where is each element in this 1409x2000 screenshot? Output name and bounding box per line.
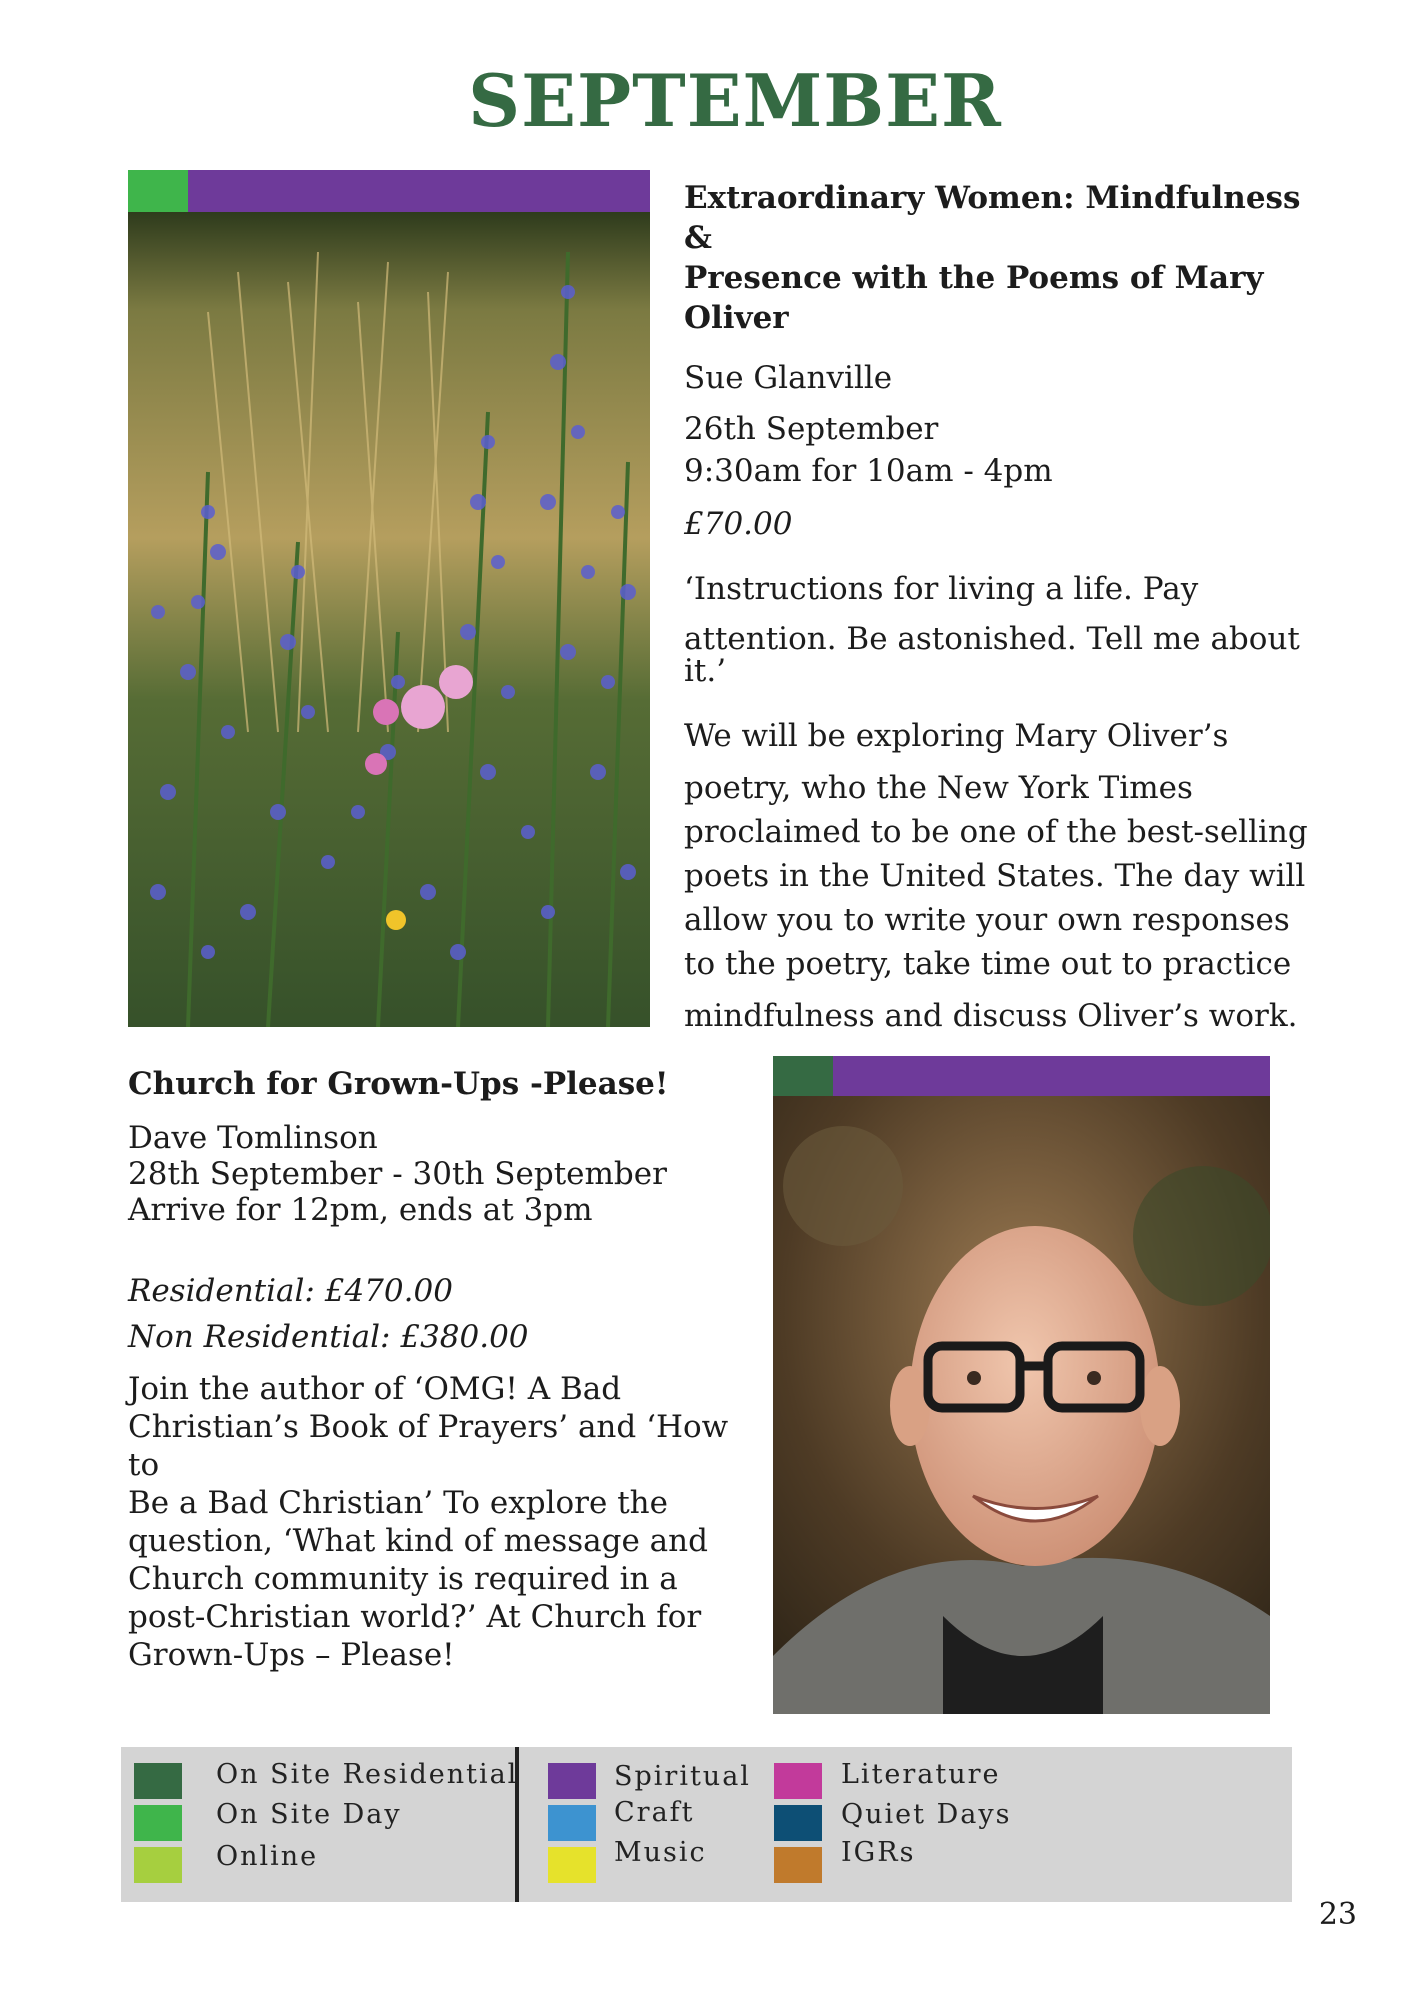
event-church-grown-ups [128,1064,768,1674]
category-legend [121,1747,1292,1902]
craft-swatch [548,1805,596,1841]
legend-online: Online [216,1841,319,1872]
event-mary-oliver [684,178,1324,1038]
literature-swatch [774,1763,822,1799]
legend-quiet-days: Quiet Days [841,1799,1012,1830]
event1-desc-line: poetry, who the New York Times [684,770,1193,806]
event1-price: £70.00 [684,506,793,542]
event2-price-residential: Residential: £470.00 [128,1273,453,1309]
spiritual-swatch [548,1763,596,1799]
category-bar-event1 [128,170,650,212]
legend-literature: Literature [841,1759,1001,1790]
igrs-swatch [774,1847,822,1883]
event1-quote-line: ‘Instructions for living a life. Pay [684,571,1199,607]
event1-description [684,714,1324,1038]
legend-igrs: IGRs [841,1837,916,1868]
event2-desc-line: Be a Bad Christian’ To explore the [128,1485,668,1521]
event1-quote-line: attention. Be astonished. Tell me about [684,621,1300,657]
event2-desc-line: Join the author of ‘OMG! A Bad [128,1371,622,1407]
event1-title [684,178,1324,338]
legend-on-site-residential: On Site Residential [216,1759,519,1790]
page-title: SEPTEMBER [468,58,1002,143]
wildflower-photo [128,212,650,1027]
event2-desc-line: Grown-Ups – Please! [128,1637,455,1673]
category-bar-event2 [773,1056,1270,1096]
legend-on-site-day: On Site Day [216,1799,402,1830]
spiritual-marker [833,1056,1270,1096]
event1-time: 9:30am for 10am - 4pm [684,453,1053,489]
music-swatch [548,1847,596,1883]
on-site-residential-swatch [134,1763,182,1799]
on-site-residential-marker [773,1056,833,1096]
event2-desc-line: question, ‘What kind of message and [128,1523,708,1559]
legend-spiritual: Spiritual [614,1761,751,1792]
online-swatch [134,1847,182,1883]
event2-details [128,1120,768,1228]
quiet-days-swatch [774,1805,822,1841]
event2-desc-line: Church community is required in a [128,1561,678,1597]
on-site-day-swatch [134,1805,182,1841]
legend-craft: Craft [614,1797,695,1828]
page-number: 23 [1318,1897,1357,1932]
event1-desc-line: allow you to write your own responses [684,902,1290,938]
on-site-day-marker [128,170,188,212]
spiritual-marker [188,170,650,212]
event2-desc-line: post-Christian world?’ At Church for [128,1599,702,1635]
event2-leader: Dave Tomlinson [128,1120,378,1156]
event1-quote-line: it.’ [684,653,727,689]
event1-title-line: Presence with the Poems of Mary Oliver [684,260,1264,336]
event2-desc-line: Christian’s Book of Prayers’ and ‘How to [128,1409,729,1483]
speaker-portrait-photo [773,1096,1270,1714]
event2-price-non-residential: Non Residential: £380.00 [128,1319,529,1355]
event2-title: Church for Grown-Ups -Please! [128,1066,669,1102]
event1-quote [684,564,1324,696]
event1-desc-line: proclaimed to be one of the best-selling [684,814,1308,850]
event2-prices [128,1268,768,1360]
event2-times: Arrive for 12pm, ends at 3pm [128,1192,593,1228]
event1-desc-line: We will be exploring Mary Oliver’s [684,718,1229,754]
event2-dates: 28th September - 30th September [128,1156,667,1192]
event1-desc-line: to the poetry, take time out to practice [684,946,1292,982]
event1-desc-line: mindfulness and discuss Oliver’s work. [684,998,1298,1034]
event1-title-line: Extraordinary Women: Mindfulness & [684,180,1301,256]
legend-music: Music [614,1837,707,1868]
event1-desc-line: poets in the United States. The day will [684,858,1306,894]
event2-description [128,1370,768,1674]
event1-leader: Sue Glanville [684,360,893,396]
event1-date: 26th September [684,411,939,447]
